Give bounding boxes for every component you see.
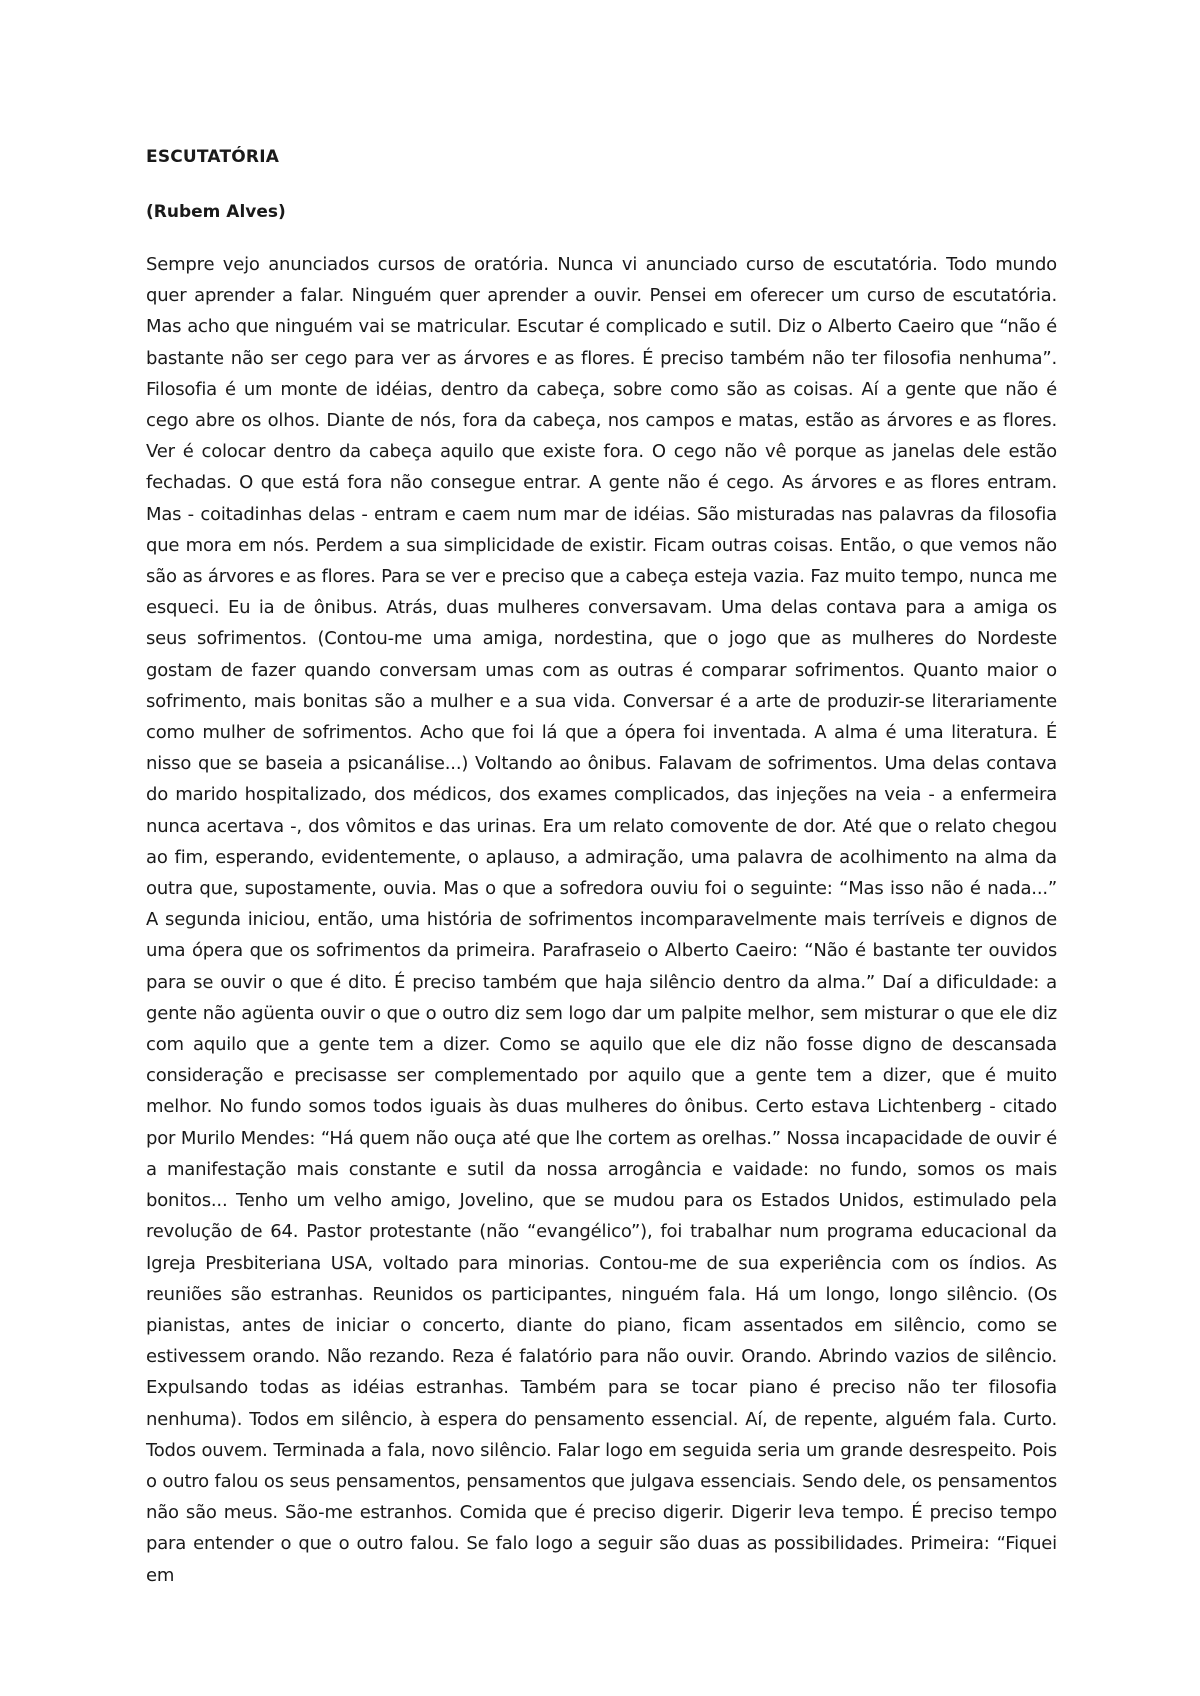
document-author: (Rubem Alves)	[146, 202, 286, 222]
document-title: ESCUTATÓRIA	[146, 147, 280, 167]
document-body-paragraph: Sempre vejo anunciados cursos de oratória. Nunca vi anunciado curso de escutatória. Todo mundo quer aprender a falar. Ninguém quer aprender a ouvir. Pensei em oferecer um curso de escutatória. Mas acho que ninguém vai se matricular. Escutar é complicado e sutil. Diz o Alberto Caeiro que “não é bastante não ser cego para ver as árvores e as flores. É preciso também não ter filosofia nenhuma”. Filosofia é um monte de idéias, dentro da cabeça, sobre como são as coisas. Aí a gente que não é cego abre os olhos. Diante de nós, fora da cabeça, nos campos e matas, estão as árvores e as flores. Ver é colocar dentro da cabeça aquilo que existe fora. O cego não vê porque as janelas dele estão fechadas. O que está fora não consegue entrar. A gente não é cego. As árvores e as flores entram. Mas - coitadinhas delas - entram e caem num mar de idéias. São misturadas nas palavras da filosofia que mora em nós. Perdem a sua simplicidade de existir. Ficam outras coisas. Então, o que vemos não são as árvores e as flores. Para se ver e preciso que a cabeça esteja vazia. Faz muito tempo, nunca me esqueci. Eu ia de ônibus. Atrás, duas mulheres conversavam. Uma delas contava para a amiga os seus sofrimentos. (Contou-me uma amiga, nordestina, que o jogo que as mulheres do Nordeste gostam de fazer quando conversam umas com as outras é comparar sofrimentos. Quanto maior o sofrimento, mais bonitas são a mulher e a sua vida. Conversar é a arte de produzir-se literariamente como mulher de sofrimentos. Acho que foi lá que a ópera foi inventada. A alma é uma literatura. É nisso que se baseia a psicanálise...) Voltando ao ônibus. Falavam de sofrimentos. Uma delas contava do marido hospitalizado, dos médicos, dos exames complicados, das injeções na veia - a enfermeira nunca acertava -, dos vômitos e das urinas. Era um relato comovente de dor. Até que o relato chegou ao fim, esperando, evidentemente, o aplauso, a admiração, uma palavra de acolhimento na alma da outra que, supostamente, ouvia. Mas o que a sofredora ouviu foi o seguinte: “Mas isso não é nada...” A segunda iniciou, então, uma história de sofrimentos incomparavelmente mais terríveis e dignos de uma ópera que os sofrimentos da primeira. Parafraseio o Alberto Caeiro: “Não é bastante ter ouvidos para se ouvir o que é dito. É preciso também que haja silêncio dentro da alma.” Daí a dificuldade: a gente não agüenta ouvir o que o outro diz sem logo dar um palpite melhor, sem misturar o que ele diz com aquilo que a gente tem a dizer. Como se aquilo que ele diz não fosse digno de descansada consideração e precisasse ser complementado por aquilo que a gente tem a dizer, que é muito melhor. No fundo somos todos iguais às duas mulheres do ônibus. Certo estava Lichtenberg - citado por Murilo Mendes: “Há quem não ouça até que lhe cortem as orelhas.” Nossa incapacidade de ouvir é a manifestação mais constante e sutil da nossa arrogância e vaidade: no fundo, somos os mais bonitos... Tenho um velho amigo, Jovelino, que se mudou para os Estados Unidos, estimulado pela revolução de 64. Pastor protestante (não “evangélico”), foi trabalhar num programa educacional da Igreja Presbiteriana USA, voltado para minorias. Contou-me de sua experiência com os índios. As reuniões são estranhas. Reunidos os participantes, ninguém fala. Há um longo, longo silêncio. (Os pianistas, antes de iniciar o concerto, diante do piano, ficam assentados em silêncio, como se estivessem orando. Não rezando. Reza é falatório para não ouvir. Orando. Abrindo vazios de silêncio. Expulsando todas as idéias estranhas. Também para se tocar piano é preciso não ter filosofia nenhuma). Todos em silêncio, à espera do pensamento essencial. Aí, de repente, alguém fala. Curto. Todos ouvem. Terminada a fala, novo silêncio. Falar logo em seguida seria um grande desrespeito. Pois o outro falou os seus pensamentos, pensamentos que julgava essenciais. Sendo dele, os pensamentos não são meus. São-me estranhos. Comida que é preciso digerir. Digerir leva tempo. É preciso tempo para entender o que o outro falou. Se falo logo a seguir são duas as possibilidades. Primeira: “Fiquei em	[146, 254, 1057, 1586]
